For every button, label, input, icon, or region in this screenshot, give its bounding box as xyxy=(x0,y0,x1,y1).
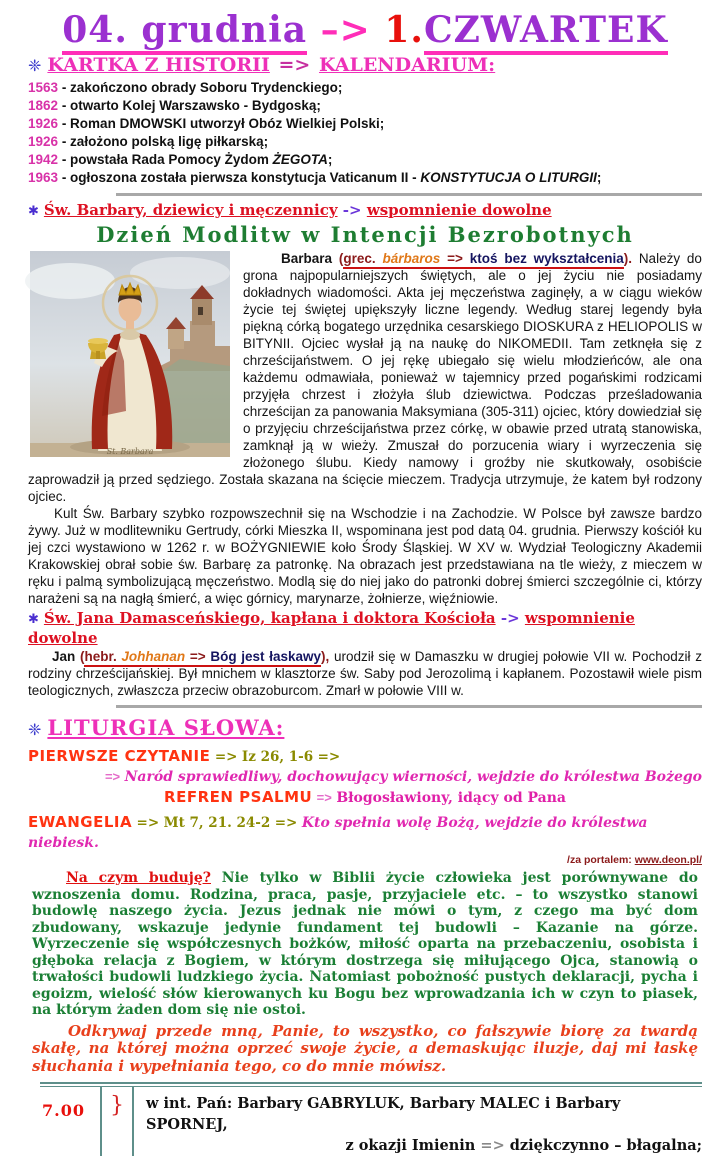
history-heading-right: KALENDARIUM: xyxy=(318,54,496,76)
title-number: 1. xyxy=(384,9,424,51)
etym-arrow-icon: => xyxy=(447,251,470,266)
event-year: 1926 xyxy=(28,134,59,149)
etym-close: ). xyxy=(623,251,632,266)
title-date: 04. grudnia xyxy=(62,9,307,55)
jan-name: Jan xyxy=(52,649,76,664)
page-title xyxy=(28,8,702,52)
jan-bio-text: urodził się w Damaszku w drugiej połowie VII w. Pochodził z rodziny chrześcijańskiej. Był mnichem w klasztorze św. Saby pod Jerozolimą i kapłanem. Pozostawił wiele pism teologicznych, zwłaszcza przeciw obrazoburcom. Zmarł w połowie VIII w. xyxy=(28,649,702,698)
etym-word: bárbaros xyxy=(382,251,448,266)
jan-heading-arrow-icon: -> xyxy=(500,609,520,627)
gospel-label: EWANGELIA xyxy=(28,813,133,831)
title-day: CZWARTEK xyxy=(424,9,668,55)
mass-intention-row xyxy=(28,1087,702,1156)
history-event-list xyxy=(28,79,702,187)
barbara-heading-arrow-icon: -> xyxy=(342,201,362,219)
source-prefix: /za portalem: xyxy=(567,854,632,866)
arrow-icon: => xyxy=(317,749,341,765)
event-text-italic: KONSTYTUCJA O LITURGII xyxy=(420,170,597,185)
arrow-icon: => xyxy=(480,1137,505,1154)
prayer-paragraph: Odkrywaj przede mną, Panie, to wszystko, co fałszywie biorę za twardą skałę, na której można oprzeć swoje życie, a demaskując iluzje, daj mi łaskę słuchania i wypełniania tego, co do mnie mówisz. xyxy=(32,1021,698,1075)
jan-section-heading xyxy=(28,609,702,648)
brace-glyph: } xyxy=(110,1093,124,1118)
reflection-lead: Na czym buduję? xyxy=(66,870,211,886)
arrow-icon: => xyxy=(316,790,332,805)
first-reading-summary xyxy=(28,768,702,786)
event-year: 1963 xyxy=(28,170,59,185)
schedule-vertical-line xyxy=(132,1087,134,1156)
arrow-icon: => xyxy=(274,815,298,831)
first-reading-line xyxy=(28,746,702,767)
star-icon: ✱ xyxy=(28,612,39,627)
gospel-ref: Mt 7, 21. 24-2 xyxy=(163,815,271,831)
saint-barbara-image xyxy=(30,251,230,457)
mass-time: 7.00 xyxy=(42,1101,85,1120)
history-section-heading xyxy=(28,54,702,76)
event-text: - założono polską ligę piłkarską xyxy=(61,134,264,149)
first-reading-summary-text: Naród sprawiedliwy, dochowujący wierności, wejdzie do królestwa Bożego xyxy=(124,769,702,785)
etym-lang: hebr. xyxy=(84,649,122,664)
maltese-cross-icon: ❈ xyxy=(28,56,42,75)
event-year: 1926 xyxy=(28,116,59,131)
history-heading-left: KARTKA Z HISTORII xyxy=(47,54,270,76)
event-text: - zakończono obrady Soboru Trydenckiego xyxy=(61,80,338,95)
event-year: 1563 xyxy=(28,80,59,95)
event-text: - Roman DMOWSKI utworzył Obóz Wielkiej Polski xyxy=(61,116,380,131)
event-tail: ; xyxy=(263,134,269,149)
barbara-cult-paragraph: Kult Św. Barbary szybko rozpowszechnił się na Wschodzie i na Zachodzie. W Polsce był zawsze bardzo żywy. Już w modlitewniku Gertrudy, córki Mieszka II, wspominana jest pod datą 04. grudnia. Pierwszy kościół ku jej czci wystawiono w 1262 r. w BOŻYGNIEWIE koło Środy Śląskiej. W XV w. Wydział Teologiczny Akademii Krakowskiej obrał sobie św. Barbarę za patronkę. Na obrazach jest przedstawiana na tle wieży, z mieczem w ręku i palmą symbolizującą męczeństwo. Modlą się do niej jako do patronki dobrej śmierci szczególnie ci, którzy narażeni są na nagłą śmierć, a więc górnicy, marynarze, żołnierze, więźniowie. xyxy=(28,506,702,606)
barbara-name: Barbara xyxy=(281,251,333,266)
psalm-label: REFREN PSALMU xyxy=(164,788,313,806)
arrow-icon: => xyxy=(136,815,160,831)
event-text: - powstała Rada Pomocy Żydom xyxy=(61,152,273,167)
etym-lang: grec. xyxy=(343,251,383,266)
day-of-prayer-subheading: Dzień Modlitw w Intencji Bezrobotnych xyxy=(96,222,634,247)
barbara-section-heading xyxy=(28,201,702,221)
history-event xyxy=(28,151,702,169)
history-event xyxy=(28,115,702,133)
intention-type: dziękczynno – błagalna; xyxy=(509,1137,702,1154)
jan-heading-title: Św. Jana Damasceńskiego, kapłana i doktora Kościoła xyxy=(43,609,496,627)
event-year: 1862 xyxy=(28,98,59,113)
liturgia-title: LITURGIA SŁOWA: xyxy=(47,715,285,740)
history-event xyxy=(28,133,702,151)
event-year: 1942 xyxy=(28,152,59,167)
deon-portal-link[interactable]: www.deon.pl/ xyxy=(634,854,702,866)
barbara-etymology xyxy=(343,251,623,269)
gospel-line xyxy=(28,812,702,853)
event-text-italic: ŻEGOTA xyxy=(272,152,328,167)
jan-heading-note: wspomnienie dowolne xyxy=(28,609,635,647)
history-heading-arrow-icon: => xyxy=(278,54,311,76)
history-event xyxy=(28,97,702,115)
section-divider xyxy=(116,193,702,196)
event-text: - otwarto Kolej Warszawsko - Bydgoską xyxy=(61,98,317,113)
barbara-bio-text: Należy do grona najpopularniejszych świętych, ale o jej życiu nie posiadamy dokładnych wiadomości. Akta jej męczeństwa zaginęły, a w ciągu wieków życie tej świętej upiększyły liczne legendy. Według starej legendy była piękną córką bogatego urzędnika cesarskiego DIOSKURA z HELIOPOLIS w BITYNII. Ojciec wysłał ją na naukę do NIKOMEDII. Tam zetknęła się z chrześcijaństwem. O jej rękę ubiegało się wielu młodzieńców, ale ona każdemu odmawiała, ponieważ w tajemnicy przed pogańskimi rodzicami przyjęła chrzest i złożyła ślub dziewictwa. Podczas prześladowania chrześcijan za panowania Maksymiana (305-311) ojciec, który dowiedział się o przyjęciu chrześcijaństwa przez córkę, w obawie przed utratą stanowiska, zamknął ją w wieży. Zmuszał do porzucenia wiary i wyrzeczenia się złożonego ślubu. Kiedy namowy i groźby nie skutkowały, osobiście zaprowadził ją przed sędziego. Została skazana na ścięcie mieczem. Tradycja utrzymuje, że katem był rodzony ojciec. xyxy=(28,251,702,504)
etym-open: ( xyxy=(79,649,85,664)
psalm-refrain-line xyxy=(28,788,702,808)
source-attribution xyxy=(28,854,702,867)
liturgia-heading xyxy=(28,715,702,742)
history-event xyxy=(28,169,702,187)
event-tail: ; xyxy=(596,170,602,185)
history-event xyxy=(28,79,702,97)
section-divider xyxy=(116,705,702,708)
etym-word: Johhanan xyxy=(121,649,190,664)
intention-occasion: z okazji Imienin xyxy=(345,1137,476,1154)
event-tail: ; xyxy=(327,152,333,167)
first-reading-ref: Iz 26, 1-6 xyxy=(241,749,314,765)
star-icon: ✱ xyxy=(28,204,39,219)
reflection-text: Nie tylko w Biblii życie człowieka jest porównywane do wznoszenia domu. Rodzina, praca, pasje, przyjaciele etc. – to wszystko stanowi budowlę naszego życia. Jezus jednak nie mówi o tym, z czego ma być dom zbudowany, wskazuje jedynie fundament tej budowli – Kazanie na górze. Wyrzeczenie się współczesnych bożków, miłość oparta na przebaczeniu, osobista i głęboka relacja z Bogiem, w którym dostrzega się miłującego Ojca, stanowią o trwałości budowli ludzkiego życia. Natomiast pobożność pustych deklaracji, pycha i egoizm, wielość słów kierowanych ku Bogu bez wprowadzania ich w czyn to piasek, na którym żaden dom się nie ostoi. xyxy=(32,870,699,1018)
etym-meaning: Bóg jest łaskawy xyxy=(210,649,321,664)
etym-meaning: ktoś bez wykształcenia xyxy=(469,251,624,266)
event-text: - ogłoszona została pierwsza konstytucja Vaticanum II - xyxy=(61,170,421,185)
first-reading-label: PIERWSZE CZYTANIE xyxy=(28,747,211,765)
saint-image-caption: St. Barbara xyxy=(106,447,154,456)
jan-bio-paragraph xyxy=(28,648,702,699)
event-tail: ; xyxy=(379,116,385,131)
etym-open: ( xyxy=(338,251,344,266)
intention-line-1: w int. Pań: Barbary GABRYLUK, Barbary MALEC i Barbary SPORNEJ, xyxy=(146,1095,621,1133)
jan-etymology xyxy=(84,649,321,667)
event-tail: ; xyxy=(337,80,343,95)
barbara-heading-title: Św. Barbary, dziewicy i męczennicy xyxy=(43,201,338,219)
gospel-summary-text: Kto spełnia wolę Bożą, wejdzie do królestwa niebiesk. xyxy=(28,815,648,851)
intention-line-2 xyxy=(146,1135,702,1156)
arrow-icon: => xyxy=(214,749,238,765)
mass-intention-text xyxy=(146,1087,702,1156)
barbara-heading-note: wspomnienie dowolne xyxy=(366,201,552,219)
etym-arrow-icon: => xyxy=(189,649,211,664)
arrow-icon: => xyxy=(104,769,121,784)
event-tail: ; xyxy=(316,98,321,113)
title-arrow-icon: –> xyxy=(320,9,371,51)
maltese-cross-icon: ❈ xyxy=(28,720,42,739)
etym-close: ), xyxy=(321,649,330,664)
psalm-text: Błogosławiony, idący od Pana xyxy=(336,790,566,806)
reflection-paragraph xyxy=(32,870,698,1019)
